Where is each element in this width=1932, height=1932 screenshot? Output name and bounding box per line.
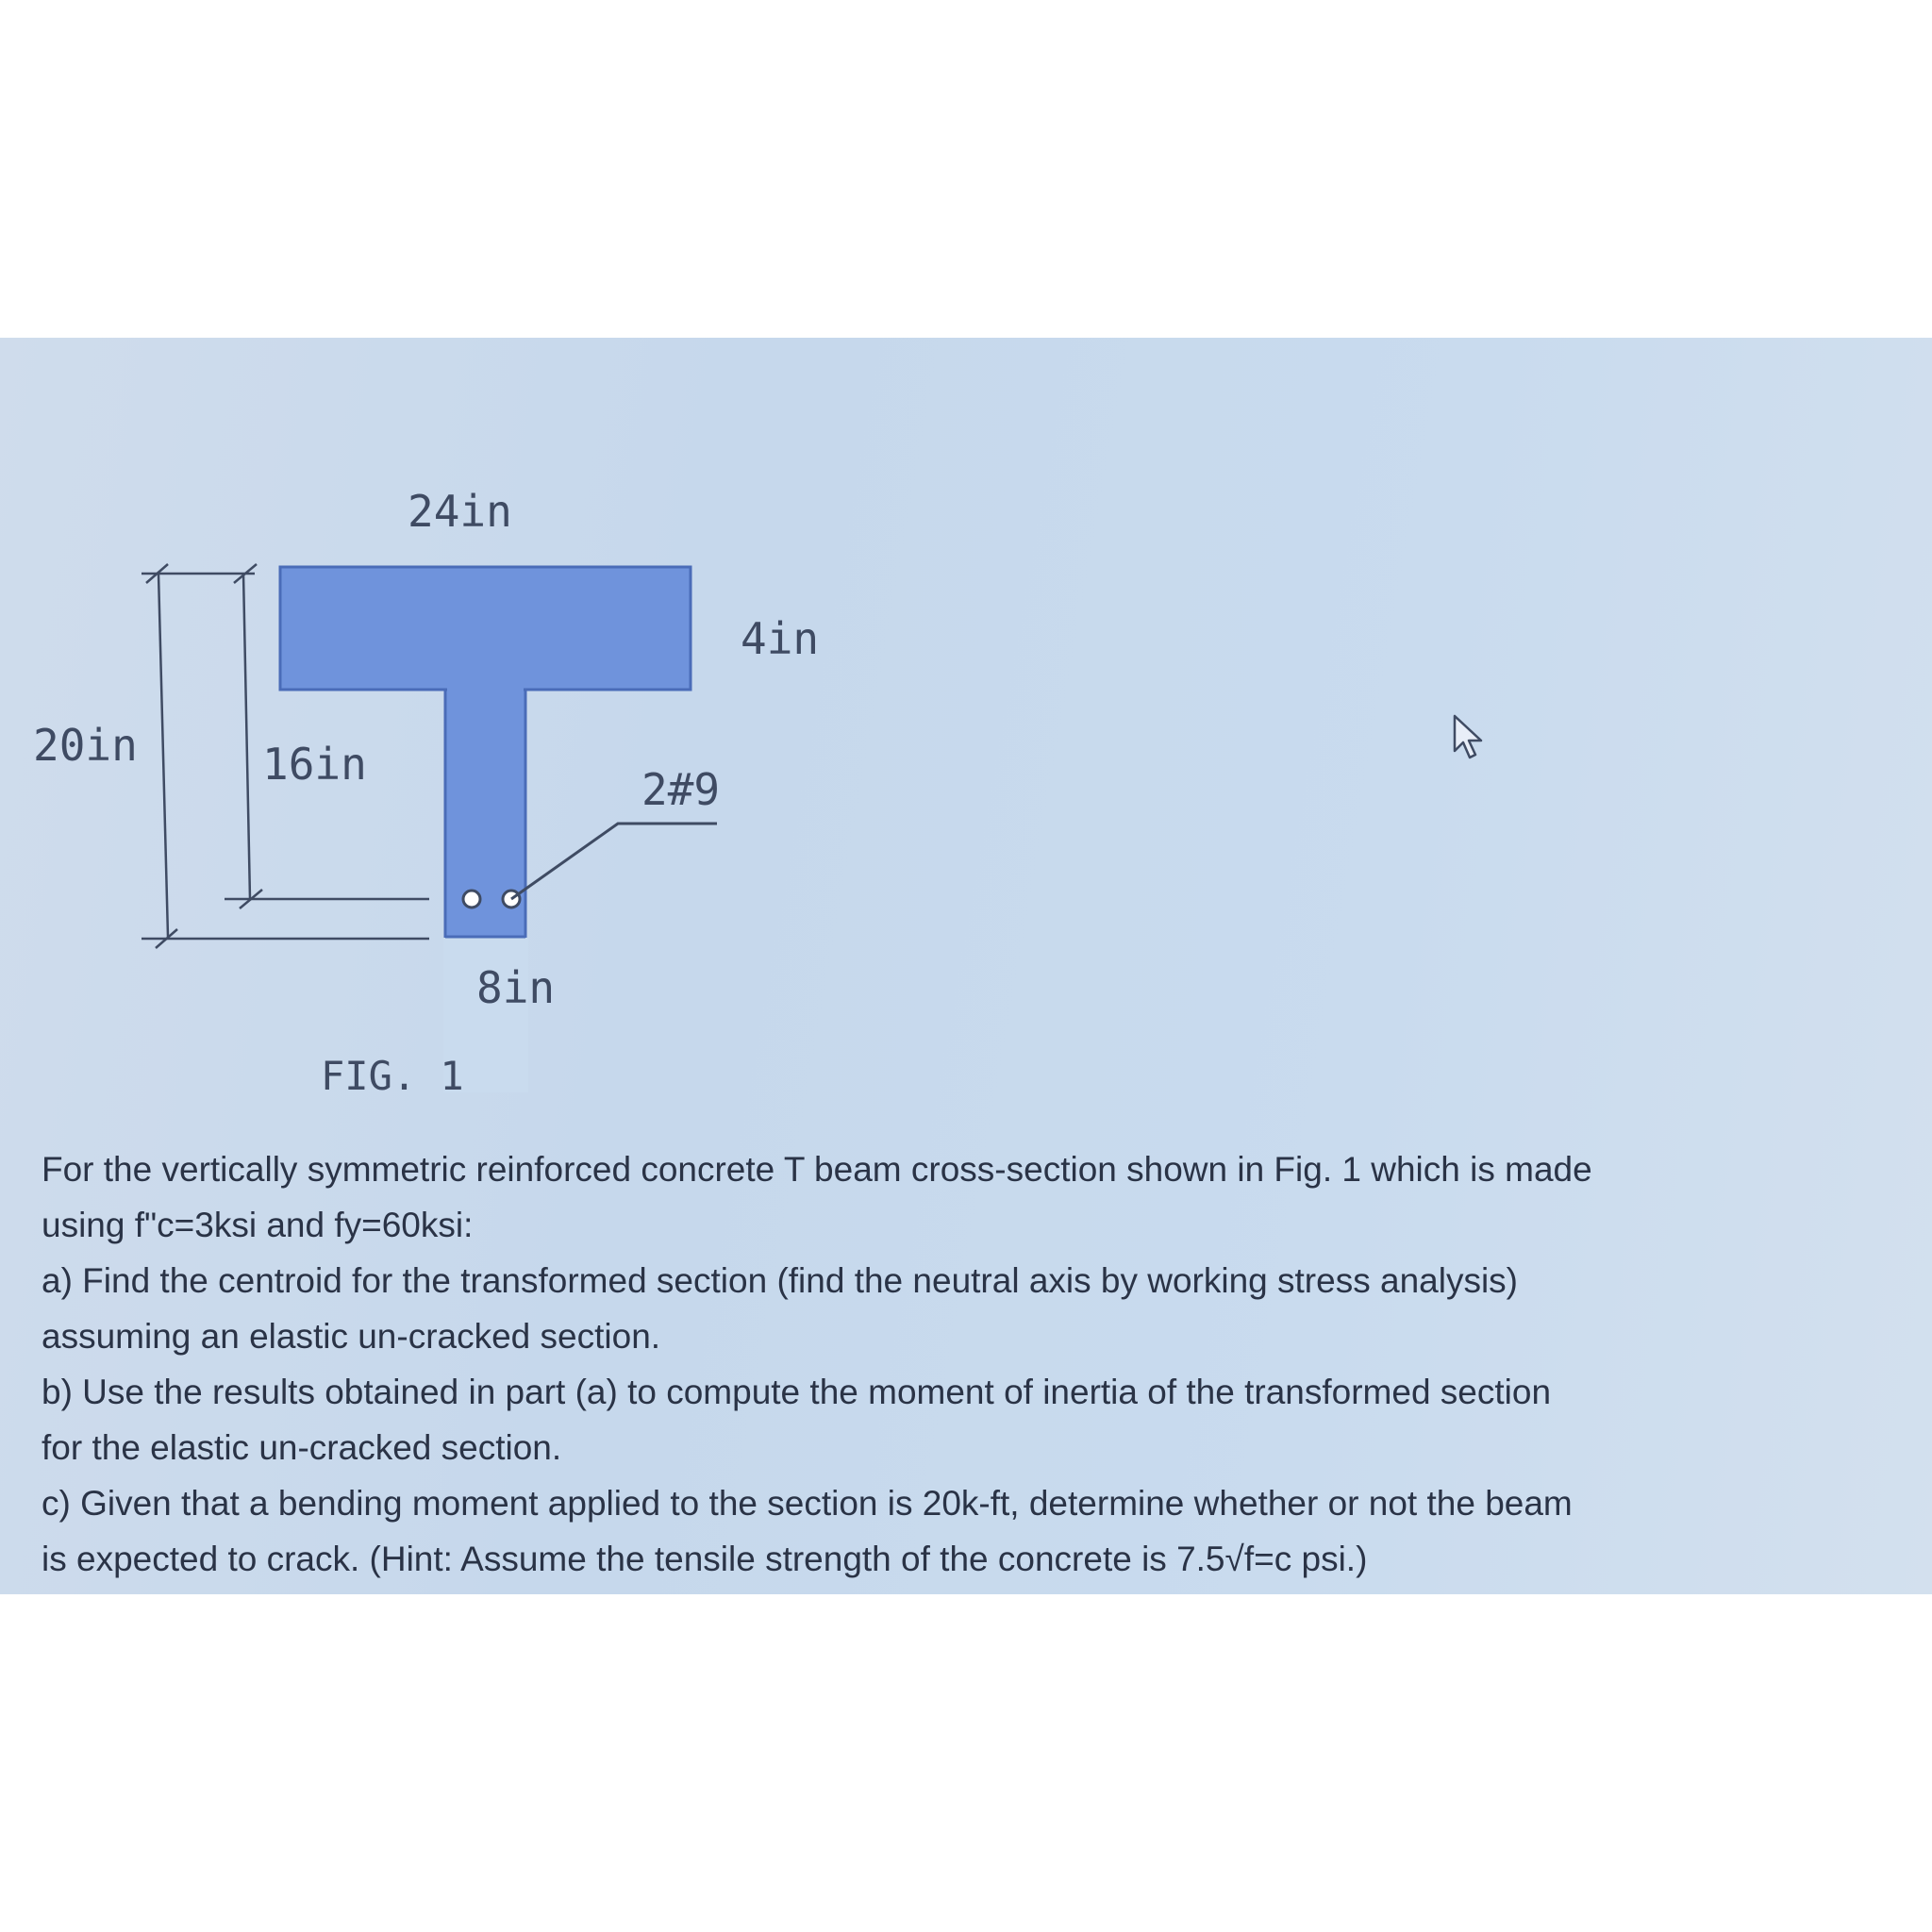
label-flange-thickness: 4in [741,613,820,664]
part-c-line-2: is expected to crack. (Hint: Assume the tensile strength of the concrete is 7.5√f=c psi.) [42,1540,1368,1578]
label-total-height: 20in [33,720,138,771]
part-a-line-1: a) Find the centroid for the transformed section (find the neutral axis by working stress analysis) [42,1261,1518,1300]
intro-line-1: For the vertically symmetric reinforced concrete T beam cross-section shown in Fig. 1 which is made [42,1150,1592,1189]
part-c-line-1: c) Given that a bending moment applied to the section is 20k-ft, determine whether or not the beam [42,1484,1573,1523]
label-web-width: 8in [476,962,556,1013]
figure-caption: FIG. 1 [321,1053,464,1092]
label-rebar: 2#9 [641,764,721,815]
flange [280,567,691,690]
problem-statement [42,1141,1834,1587]
rebar-leader [511,824,717,899]
label-effective-depth: 16in [262,739,367,790]
intro-line-2: using f"c=3ksi and fy=60ksi: [42,1206,474,1244]
label-flange-width: 24in [408,486,512,537]
rebar-left [463,891,480,908]
part-b-line-1: b) Use the results obtained in part (a) to compute the moment of inertia of the transformed section [42,1373,1552,1411]
mouse-pointer-icon [1451,713,1489,762]
screen-photo [0,338,1932,1594]
part-a-line-2: assuming an elastic un-cracked section. [42,1317,661,1356]
t-beam-figure [0,338,1932,1092]
part-b-line-2: for the elastic un-cracked section. [42,1428,562,1467]
